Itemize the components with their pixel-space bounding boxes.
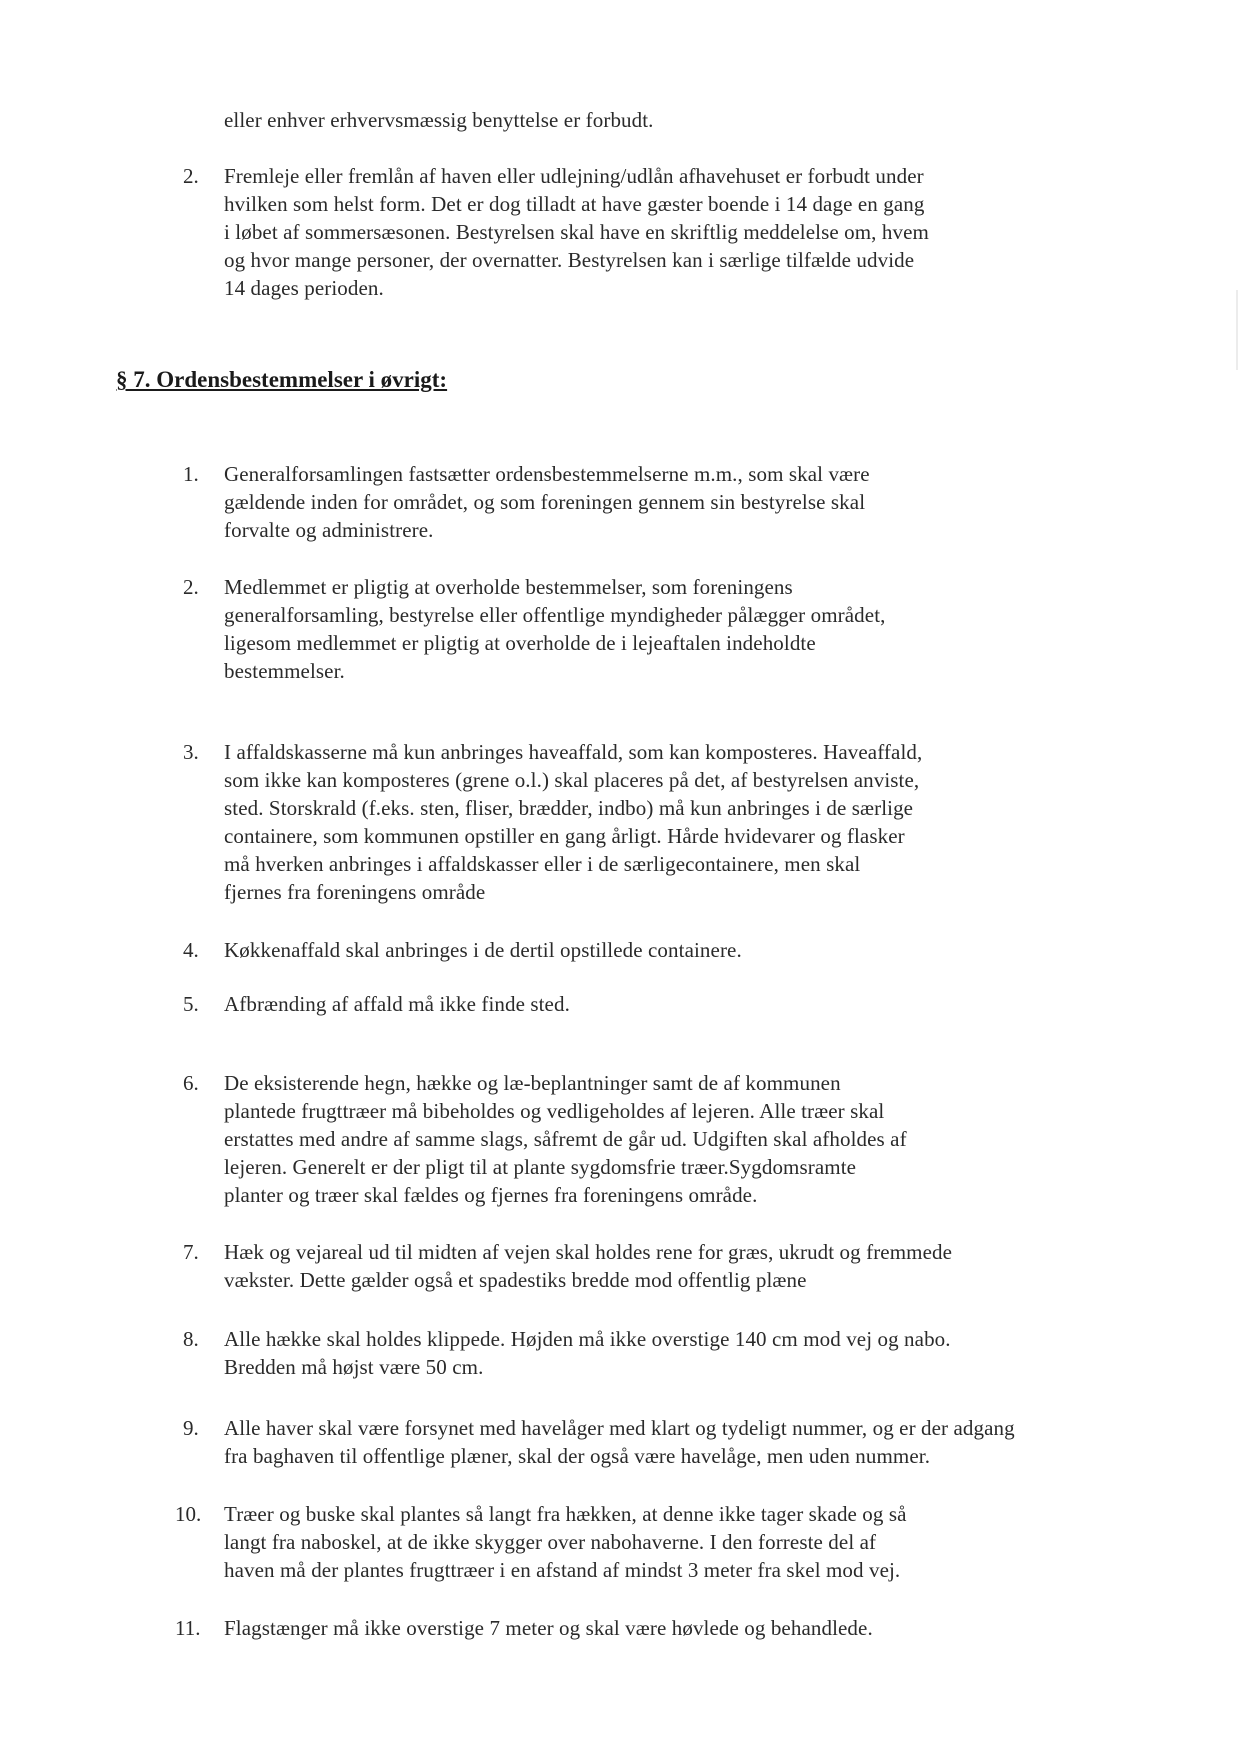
paragraph-line: gældende inden for området, og som foreningen gennem sin bestyrelse skal [224,490,866,514]
paragraph-line: Flagstænger må ikke overstige 7 meter og skal være høvlede og behandlede. [224,1616,873,1640]
paragraph-line: hvilken som helst form. Det er dog tilladt at have gæster boende i 14 dage en gang [224,192,925,216]
paragraph-line: plantede frugttræer må bibeholdes og vedligeholdes af lejeren. Alle træer skal [224,1099,885,1123]
paragraph-line: Køkkenaffald skal anbringes i de dertil opstillede containere. [224,938,742,962]
paragraph-line: generalforsamling, bestyrelse eller offentlige myndigheder pålægger området, [224,603,886,627]
paragraph-line: erstattes med andre af samme slags, såfremt de går ud. Udgiften skal afholdes af [224,1127,907,1151]
paragraph-line: bestemmelser. [224,659,345,683]
paragraph-line: vækster. Dette gælder også et spadestiks bredde mod offentlig plæne [224,1268,807,1292]
paragraph-line: fra baghaven til offentlige plæner, skal der også være havelåge, men uden nummer. [224,1444,931,1468]
list-number: 8. [183,1327,199,1351]
list-number: 7. [183,1240,199,1264]
paragraph-line: haven må der plantes frugttræer i en afstand af mindst 3 meter fra skel mod vej. [224,1558,901,1582]
paragraph-line: fjernes fra foreningens område [224,880,486,904]
paragraph-line: må hverken anbringes i affaldskasser eller i de særligecontainere, men skal [224,852,861,876]
paragraph-line: Generalforsamlingen fastsætter ordensbestemmelserne m.m., som skal være [224,462,870,486]
list-number: 9. [183,1416,199,1440]
section-heading: § 7. Ordensbestemmelser i øvrigt: [116,367,448,392]
list-number: 2. [183,164,199,188]
continuation-text: eller enhver erhvervsmæssig benyttelse er forbudt. [224,108,654,132]
paragraph-line: i løbet af sommersæsonen. Bestyrelsen skal have en skriftlig meddelelse om, hvem [224,220,929,244]
paragraph-line: og hvor mange personer, der overnatter. Bestyrelsen kan i særlige tilfælde udvide [224,248,915,272]
paragraph-line: Træer og buske skal plantes så langt fra hækken, at denne ikke tager skade og så [224,1502,907,1526]
list-number: 5. [183,992,199,1016]
paragraph-line: Hæk og vejareal ud til midten af vejen skal holdes rene for græs, ukrudt og fremmede [224,1240,953,1264]
paragraph-line: langt fra naboskel, at de ikke skygger over nabohaverne. I den forreste del af [224,1530,877,1554]
paragraph-line: Alle haver skal være forsynet med havelåger med klart og tydeligt nummer, og er der adgang [224,1416,1015,1440]
list-number: 2. [183,575,199,599]
scan-edge-shadow [1236,290,1238,370]
paragraph-line: Bredden må højst være 50 cm. [224,1355,484,1379]
paragraph-line: Medlemmet er pligtig at overholde bestemmelser, som foreningens [224,575,793,599]
paragraph-line: Alle hække skal holdes klippede. Højden må ikke overstige 140 cm mod vej og nabo. [224,1327,951,1351]
paragraph-line: forvalte og administrere. [224,518,434,542]
paragraph-line: lejeren. Generelt er der pligt til at plante sygdomsfrie træer.Sygdomsramte [224,1155,857,1179]
list-number: 1. [183,462,199,486]
list-number: 3. [183,740,199,764]
paragraph-line: 14 dages perioden. [224,276,384,300]
list-number: 11. [175,1616,201,1640]
paragraph-line: som ikke kan komposteres (grene o.l.) skal placeres på det, af bestyrelsen anviste, [224,768,920,792]
list-number: 4. [183,938,199,962]
list-number: 10. [175,1502,202,1526]
paragraph-line: Fremleje eller fremlån af haven eller udlejning/udlån afhavehuset er forbudt under [224,164,924,188]
paragraph-line: I affaldskasserne må kun anbringes haveaffald, som kan komposteres. Haveaffald, [224,740,923,764]
list-number: 6. [183,1071,199,1095]
paragraph-line: ligesom medlemmet er pligtig at overholde de i lejeaftalen indeholdte [224,631,816,655]
paragraph-line: De eksisterende hegn, hække og læ-beplantninger samt de af kommunen [224,1071,841,1095]
paragraph-line: Afbrænding af affald må ikke finde sted. [224,992,570,1016]
paragraph-line: planter og træer skal fældes og fjernes fra foreningens område. [224,1183,758,1207]
paragraph-line: containere, som kommunen opstiller en gang årligt. Hårde hvidevarer og flasker [224,824,905,848]
paragraph-line: sted. Storskrald (f.eks. sten, fliser, brædder, indbo) må kun anbringes i de særlige [224,796,914,820]
